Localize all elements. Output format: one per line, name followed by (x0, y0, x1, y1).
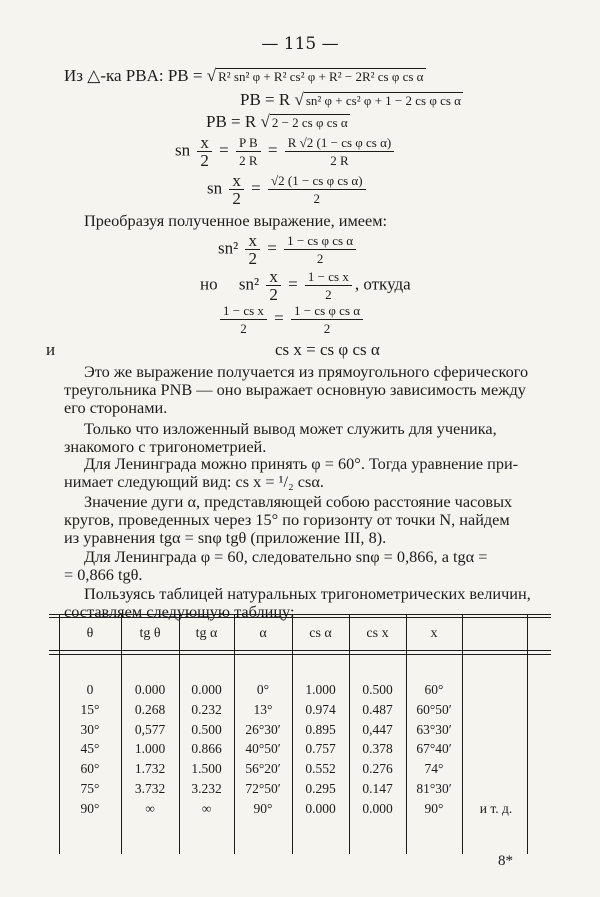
table-cell: 13° (253, 701, 273, 717)
paragraph-line: его сторонами. (64, 398, 168, 417)
table-cell: 60°50′ (416, 701, 452, 717)
table-header-cell: θ (86, 626, 94, 641)
sqrt-icon: √ (206, 66, 217, 85)
paragraph-line: Для Ленинграда φ = 60, следовательно snφ = 0,866, а tgα = (84, 547, 488, 566)
eq4-frac-sqrt: $\frac{\text{R √2 (1 − cs φ cs α)}}{2 R}$ (285, 134, 395, 169)
paragraph-line: Для Ленинграда можно принять φ = 60°. Тогда уравнение при- (84, 454, 519, 473)
table-cell: 63°30′ (416, 721, 452, 737)
table-cell: 81°30′ (416, 781, 452, 796)
table-cell: 26°30′ (245, 721, 281, 737)
eq5-sn: sn (207, 178, 223, 198)
eq7-frac: $\frac{\text{1 − cs x}}{2}$ (305, 268, 352, 303)
eq3-radicand: 2 − 2 cs φ cs α (271, 115, 348, 130)
eq4-sn: sn (175, 140, 191, 160)
table-cell: 40°50′ (245, 741, 281, 757)
table-cell: 0.378 (362, 741, 393, 757)
sqrt-icon: √ (270, 173, 279, 188)
table-cell: 90° (253, 800, 273, 816)
table-header-cell: cs x (366, 626, 389, 641)
eq3-lhs: PB = R (206, 112, 257, 131)
paragraph-line: треугольника PNB — оно выражает основную зависимость между (64, 380, 526, 399)
eq7-prefix: но (200, 274, 218, 294)
table-col-divider (462, 614, 463, 854)
table-header-cell: tg α (195, 626, 218, 641)
table-cell: 0.500 (362, 682, 393, 697)
equation-8: $\frac{\text{1 − cs x}}{2}$ = $\frac{\text{1 − cs φ cs α}}{2}$ (217, 302, 366, 337)
eq6-frac: $\frac{\text{1 − cs φ cs α}}{2}$ (284, 232, 356, 267)
table-cell: 0.000 (191, 682, 222, 697)
table-cell: 0.268 (134, 701, 166, 717)
table-cell: 0.295 (305, 781, 336, 796)
eq1-label: Из △-ка PBA: (64, 66, 164, 85)
table-cell: 0.000 (305, 800, 336, 816)
eq6-lhs: sn² (218, 238, 239, 258)
table-cell: 3.732 (134, 781, 166, 796)
table-cell: 1.500 (191, 761, 222, 777)
table-cell: 1.000 (305, 682, 336, 697)
equation-9: cs x = cs φ cs α (275, 340, 380, 359)
table-cell: 0,577 (134, 721, 166, 737)
table-cell: 30° (80, 721, 100, 737)
table-header-cell: cs α (309, 626, 332, 641)
table-header-cell: α (259, 626, 267, 641)
eq5-frac-x2: $\frac{x}{2}$ (229, 172, 244, 207)
paragraph-line: нимает следующий вид: cs x = ¹/₂ csα. (64, 472, 324, 491)
table-rule-top-2 (49, 617, 551, 618)
table-cell: 0.000 (134, 682, 166, 697)
table-cell: 90° (80, 800, 100, 816)
table-cell: 0.232 (191, 701, 222, 717)
table-cell: ∞ (201, 800, 212, 816)
page-number: — 115 — (261, 34, 339, 54)
sqrt-icon: √ (299, 135, 307, 150)
table-cell: 67°40′ (416, 741, 452, 757)
equation-1 (64, 66, 426, 86)
table-cell: 3.232 (191, 781, 222, 796)
eq6-frac-x2: $\frac{x}{2}$ (245, 232, 260, 267)
eq4-frac-pb: $\frac{\text{P B}}{2 R}$ (236, 134, 261, 169)
eq7-lhs: sn² (238, 274, 260, 294)
table-cell: 0.866 (191, 741, 222, 757)
table-rule-header (49, 650, 551, 651)
paragraph-line: знакомого с тригонометрией. (64, 437, 267, 456)
paragraph-line: Это же выражение получается из прямоугольного сферического (84, 362, 529, 381)
paragraph-line: составляем следующую таблицу: (64, 602, 295, 621)
paragraph-line: Только что изложенный вывод может служить для ученика, (84, 419, 497, 438)
table-cell: 1.000 (134, 741, 166, 757)
table-cell: 90° (424, 800, 444, 816)
table-cell: 56°20′ (245, 761, 281, 777)
table-cell: 0.757 (305, 741, 336, 757)
table-cell: 75° (80, 781, 100, 796)
equation-5: sn $\frac{x}{2}$ = $\frac{\text{√2 (1 − cs φ cs α)}}{2}$ (207, 172, 369, 207)
eq7-suffix: , откуда (354, 274, 411, 294)
equation-7: но sn² $\frac{x}{2}$ = $\frac{\text{1 − cs x}}{2}$ , откуда (200, 267, 411, 304)
eq5-frac-sqrt: $\frac{\text{√2 (1 − cs φ cs α)}}{2}$ (268, 172, 366, 207)
table-rule-header-2 (49, 654, 551, 655)
table-cell: 0.487 (362, 701, 393, 717)
equation-2 (240, 90, 463, 110)
table-border-right (527, 614, 528, 854)
table-cell: 74° (424, 761, 444, 777)
table-cell: 0.895 (305, 721, 336, 737)
sqrt-icon: √ (294, 90, 304, 109)
eq4-frac-x2: $\frac{x}{2}$ (197, 134, 212, 169)
paragraph-line: из уравнения tgα = snφ tgθ (приложение III, 8). (64, 528, 387, 547)
eq2-lhs: PB = R (240, 90, 291, 109)
data-table (49, 614, 551, 854)
eq1-lhs: PB = (167, 66, 203, 85)
table-cell: 60° (80, 761, 100, 777)
table-rule-top (49, 614, 551, 615)
eq9-prefix: и (46, 340, 56, 359)
equation-3 (206, 112, 350, 132)
equation-4: sn $\frac{x}{2}$ = $\frac{\text{P B}}{2 R}$ = $\frac{\text{R √2 (1 − cs φ cs α)}}{2 R}$ (175, 134, 397, 169)
equation-6: sn² $\frac{x}{2}$ = $\frac{\text{1 − cs φ cs α}}{2}$ (218, 232, 359, 267)
table-cell: 0.000 (362, 800, 393, 816)
table-cell: 0.552 (305, 761, 336, 777)
table-cell: ∞ (145, 800, 155, 816)
paragraph-line: кругов, проведенных через 15° по горизонту от точки N, найдем (64, 510, 510, 529)
paragraph-line: Значение дуги α, представляющей собою расстояние часовых (84, 492, 513, 511)
table-cell: 72°50′ (245, 781, 281, 796)
transform-intro: Преобразуя полученное выражение, имеем: (84, 211, 388, 230)
table-cell: 0.276 (362, 761, 393, 777)
table-cell: 0,447 (362, 721, 393, 737)
table-cell: 0 (86, 682, 94, 697)
table-cell: 0.147 (362, 781, 393, 796)
eq7-frac-x2: $\frac{x}{2}$ (266, 268, 281, 303)
sqrt-icon: √ (260, 112, 270, 131)
table-cell: 45° (80, 741, 100, 757)
signature-mark: 8* (498, 853, 513, 869)
eq2-radicand: sn² φ + cs² φ + 1 − 2 cs φ cs α (305, 93, 461, 108)
eq8-frac-left: $\frac{\text{1 − cs x}}{2}$ (220, 302, 267, 337)
table-cell: 0.974 (305, 701, 336, 717)
paragraph-line: Пользуясь таблицей натуральных тригонометрических величин, (84, 584, 531, 603)
table-header-cell: tg θ (139, 626, 161, 641)
table-header-cell: x (430, 626, 438, 641)
paragraph-line: = 0,866 tgθ. (64, 565, 143, 584)
table-cell: 1.732 (134, 761, 166, 777)
table-cell: 0.500 (191, 721, 222, 737)
eq8-frac-right: $\frac{\text{1 − cs φ cs α}}{2}$ (291, 302, 363, 337)
table-trailing-note: и т. д. (479, 800, 513, 816)
table-cell: 60° (424, 682, 444, 697)
table-cell: 15° (80, 701, 100, 717)
table-cell: 0° (256, 682, 270, 697)
eq1-radicand: R² sn² φ + R² cs² φ + R² − 2R² cs φ cs α (218, 69, 424, 84)
